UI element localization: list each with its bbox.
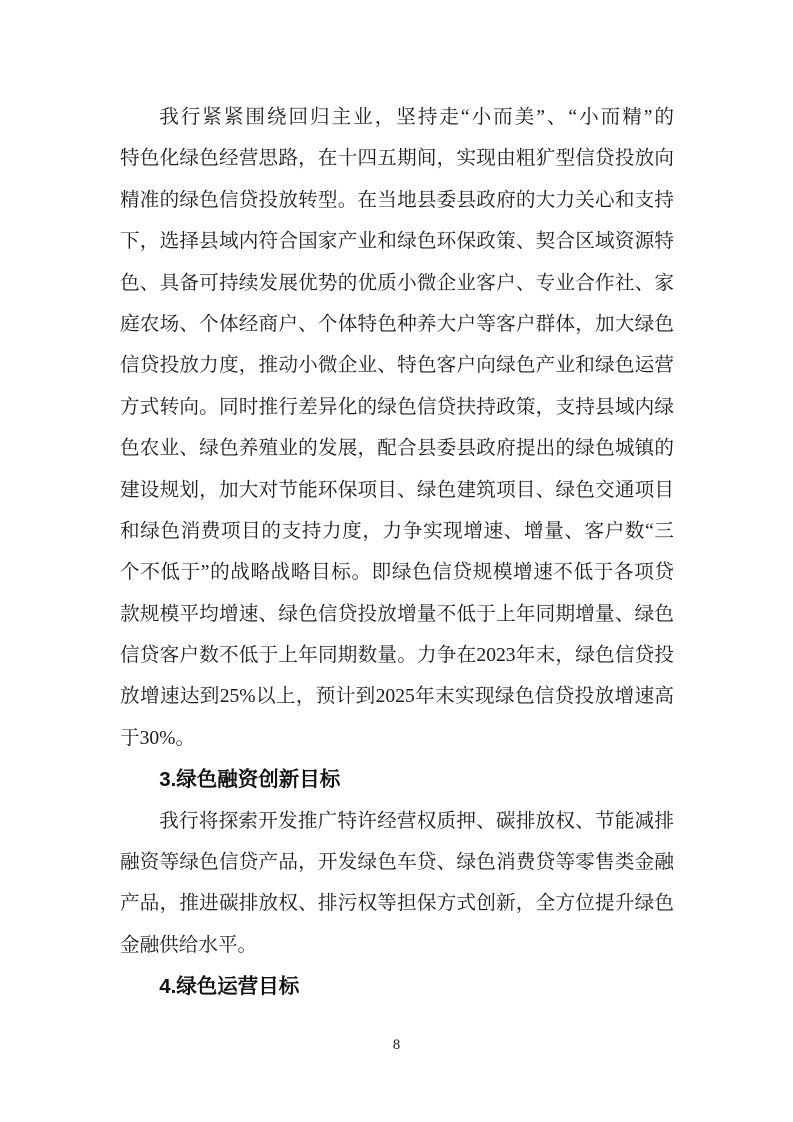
text-line: 和绿色消费项目的支持力度，力争实现增速、增量、客户数“三 <box>120 520 674 542</box>
text-line: 于30%。 <box>120 727 196 749</box>
section-heading: 3.绿色融资创新目标 <box>159 768 341 792</box>
text-line: 金融供给水平。 <box>120 934 258 956</box>
text-line: 融资等绿色信贷产品，开发绿色车贷、绿色消费贷等零售类金融 <box>120 852 674 874</box>
text-line: 方式转向。同时推行差异化的绿色信贷扶持政策，支持县域内绿 <box>120 396 674 418</box>
page-number: 8 <box>392 1037 401 1053</box>
text-line: 特色化绿色经营思路，在十四五期间，实现由粗犷型信贷投放向 <box>120 148 674 170</box>
text-line: 色农业、绿色养殖业的发展，配合县委县政府提出的绿色城镇的 <box>120 438 674 460</box>
text-line: 放增速达到25%以上，预计到2025年末实现绿色信贷投放增速高 <box>120 686 674 708</box>
text-line: 个不低于”的战略战略目标。即绿色信贷规模增速不低于各项贷 <box>120 562 674 584</box>
text-line: 色、具备可持续发展优势的优质小微企业客户、专业合作社、家 <box>120 272 674 294</box>
text-line: 庭农场、个体经商户、个体特色种养大户等客户群体，加大绿色 <box>120 313 674 335</box>
text-line: 产品，推进碳排放权、排污权等担保方式创新，全方位提升绿色 <box>120 893 674 915</box>
text-line: 信贷投放力度，推动小微企业、特色客户向绿色产业和绿色运营 <box>120 355 674 377</box>
text-line: 建设规划，加大对节能环保项目、绿色建筑项目、绿色交通项目 <box>120 479 674 501</box>
text-line: 我行紧紧围绕回归主业，坚持走“小而美”、“小而精”的 <box>159 107 674 128</box>
text-line: 信贷客户数不低于上年同期数量。力争在2023年末，绿色信贷投 <box>120 645 674 667</box>
document-body <box>120 97 674 1008</box>
text-line: 精准的绿色信贷投放转型。在当地县委县政府的大力关心和支持 <box>120 189 674 211</box>
text-line: 款规模平均增速、绿色信贷投放增量不低于上年同期增量、绿色 <box>120 603 674 625</box>
text-line: 下，选择县域内符合国家产业和绿色环保政策、契合区域资源特 <box>120 231 674 253</box>
text-line: 我行将探索开发推广特许经营权质押、碳排放权、节能减排 <box>159 810 674 832</box>
section-heading: 4.绿色运营目标 <box>159 975 300 999</box>
